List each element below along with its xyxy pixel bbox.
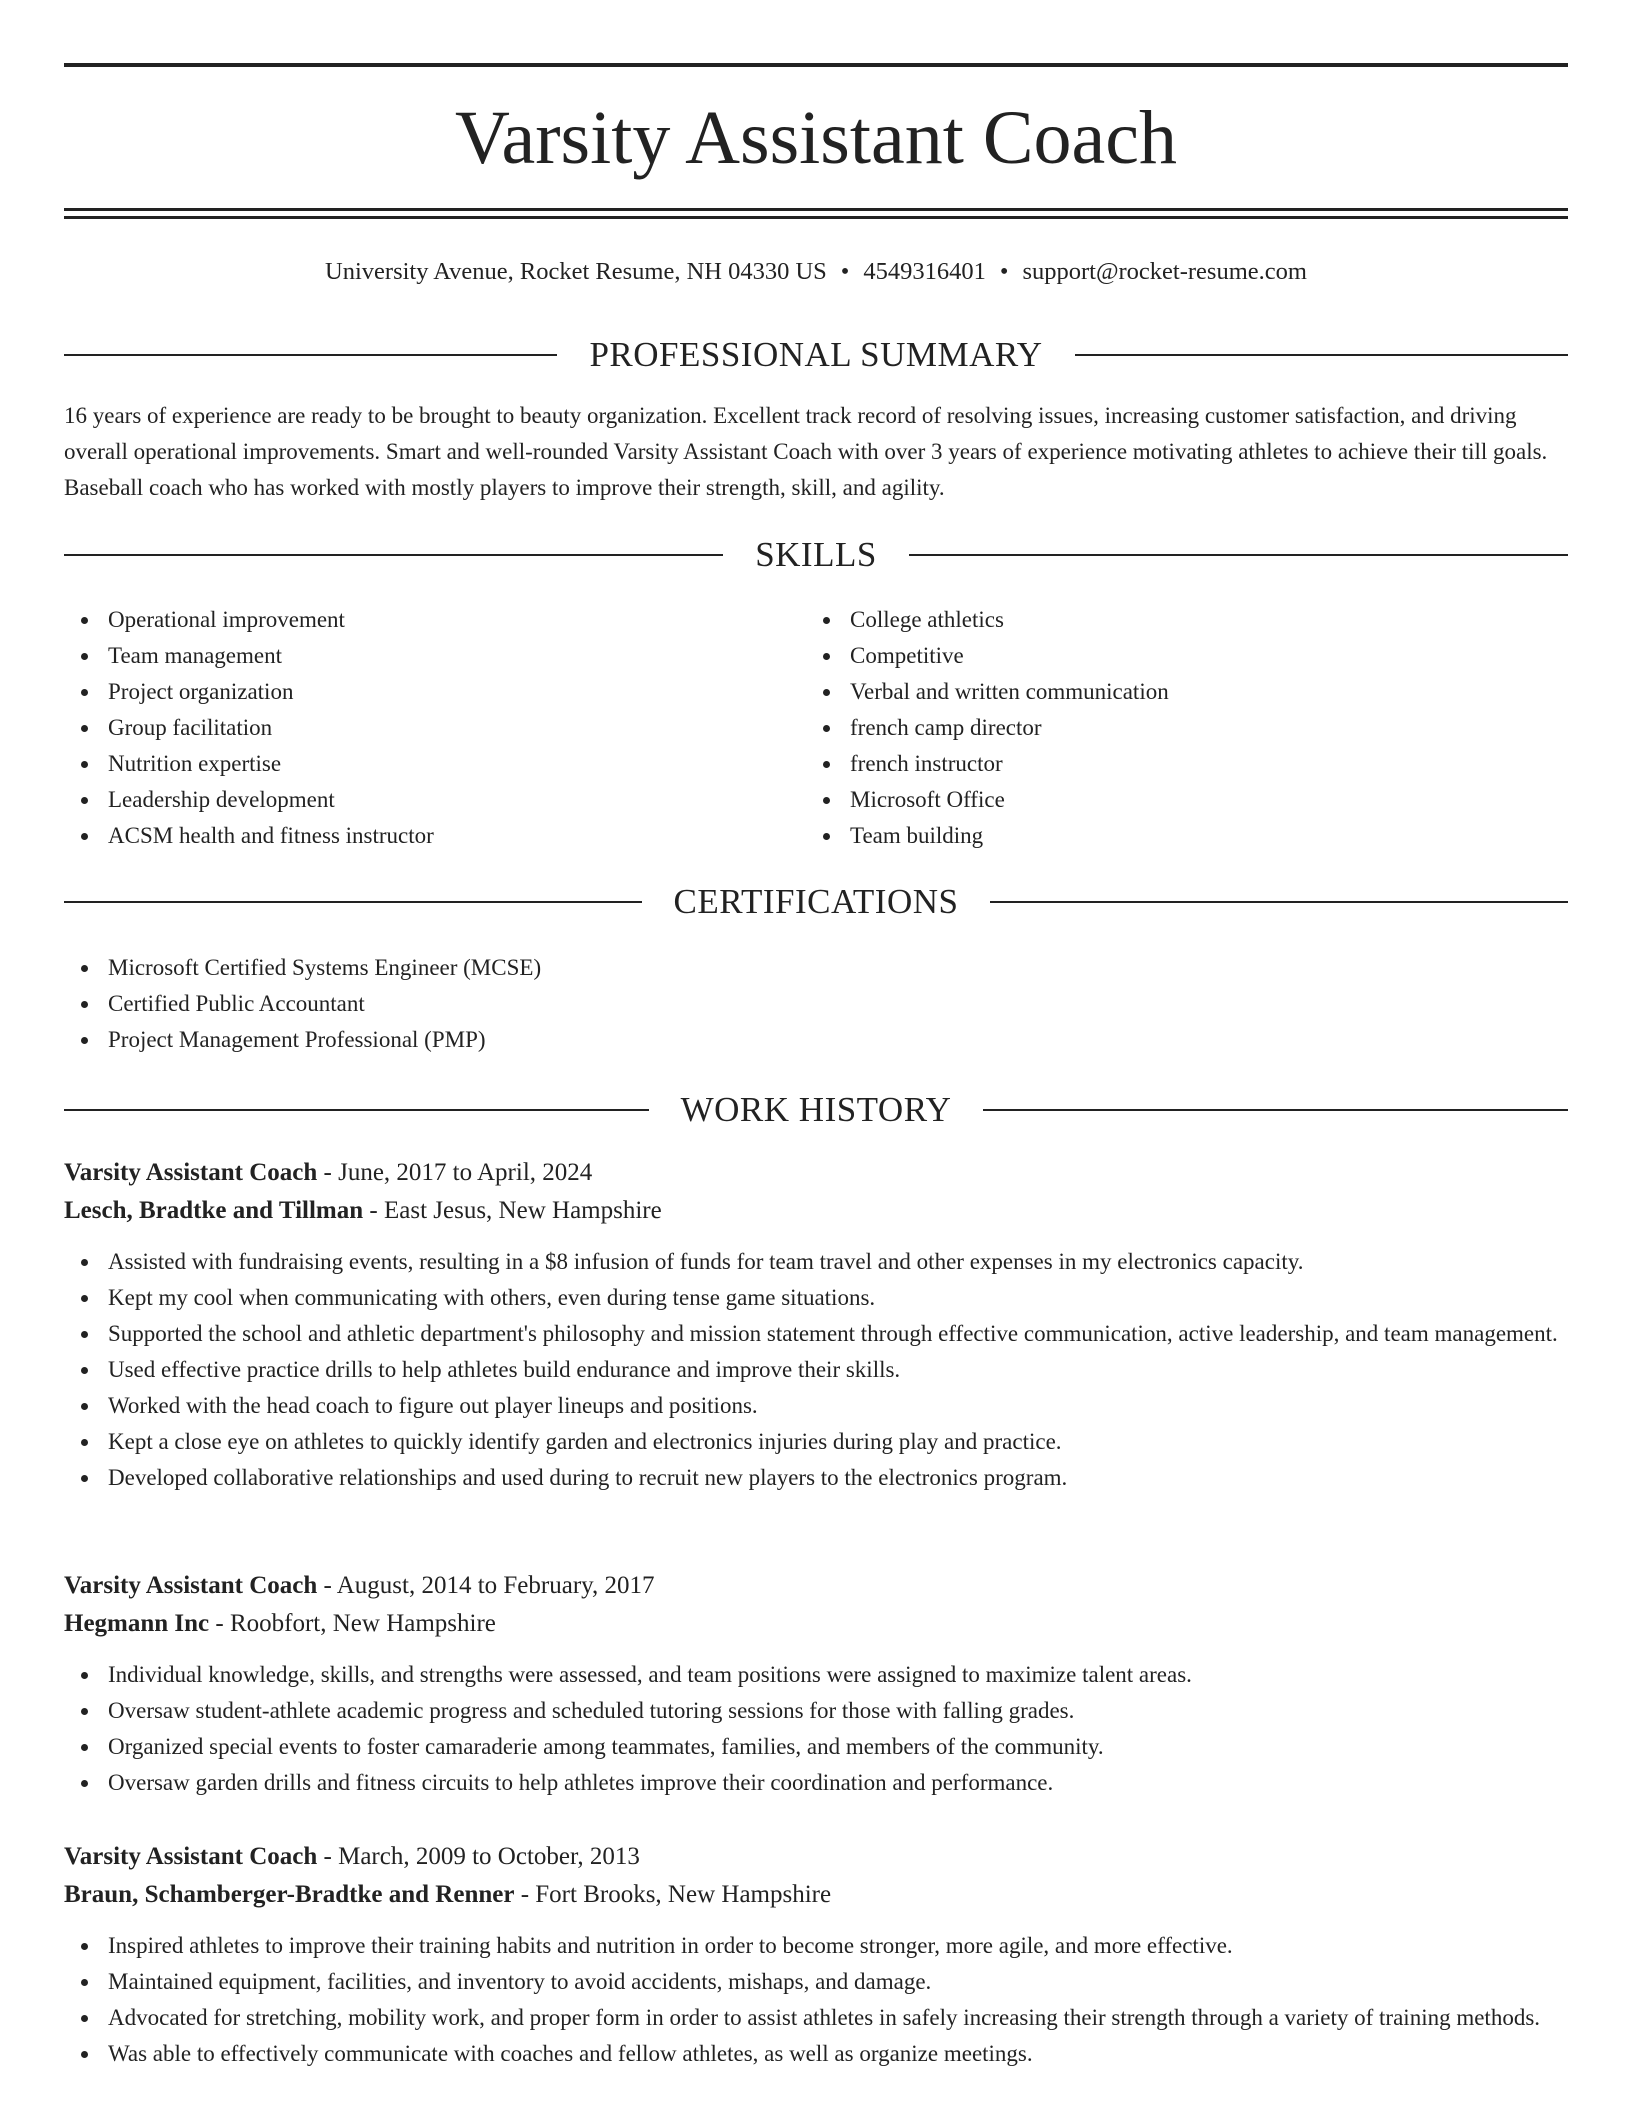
skill-item: french instructor [806, 746, 1566, 782]
job-bullet: Supported the school and athletic department's philosophy and mission statement through effective communication, active leadership, and team management. [64, 1316, 1568, 1352]
contact-email: support@rocket-resume.com [1022, 258, 1307, 285]
skill-item: College athletics [806, 602, 1566, 638]
job-bullet: Worked with the head coach to figure out player lineups and positions. [64, 1388, 1568, 1424]
certification-item: Project Management Professional (PMP) [64, 1022, 1568, 1058]
job-bullet: Oversaw student-athlete academic progress and scheduled tutoring sessions for those with falling grades. [64, 1693, 1568, 1729]
job-bullet: Advocated for stretching, mobility work, and proper form in order to assist athletes in safely increasing their strength through a variety of training methods. [64, 2000, 1568, 2036]
job-bullets [64, 1657, 1568, 1801]
skill-item: Microsoft Office [806, 782, 1566, 818]
section-heading-certifications [64, 880, 1568, 924]
skill-item: Group facilitation [64, 710, 764, 746]
skill-item: Nutrition expertise [64, 746, 764, 782]
job-role: Varsity Assistant Coach [64, 1843, 318, 1870]
heading-rule [64, 1109, 649, 1111]
heading-rule [64, 354, 557, 356]
job-bullets [64, 1928, 1568, 2072]
skills-list-right [806, 602, 1566, 854]
job-bullet: Kept a close eye on athletes to quickly identify garden and electronics injuries during play and practice. [64, 1424, 1568, 1460]
heading-rule [990, 901, 1568, 903]
job-bullet: Kept my cool when communicating with others, even during tense game situations. [64, 1280, 1568, 1316]
job-company-line [64, 1192, 1568, 1230]
job-bullet: Oversaw garden drills and fitness circuits to help athletes improve their coordination and performance. [64, 1765, 1568, 1801]
heading-rule [64, 554, 723, 556]
section-title: WORK HISTORY [680, 1090, 952, 1129]
header-double-rule-top [64, 208, 1568, 211]
resume-title: Varsity Assistant Coach [455, 96, 1177, 180]
job-bullet: Was able to effectively communicate with coaches and fellow athletes, as well as organize meetings. [64, 2036, 1568, 2072]
job-company: Lesch, Bradtke and Tillman [64, 1197, 364, 1224]
job-entry [64, 1567, 1568, 1801]
skill-item: Operational improvement [64, 602, 764, 638]
certification-item: Microsoft Certified Systems Engineer (MCSE) [64, 950, 1568, 986]
heading-rule [1075, 354, 1568, 356]
job-bullet: Organized special events to foster camaraderie among teammates, families, and members of the community. [64, 1729, 1568, 1765]
job-location: - Roobfort, New Hampshire [209, 1610, 496, 1637]
job-dates: - August, 2014 to February, 2017 [317, 1572, 655, 1599]
skill-item: Leadership development [64, 782, 764, 818]
section-heading-summary [64, 333, 1568, 377]
job-bullet: Inspired athletes to improve their training habits and nutrition in order to become stronger, more agile, and more effective. [64, 1928, 1568, 1964]
heading-rule [64, 901, 642, 903]
job-company-line [64, 1605, 1568, 1643]
contact-separator: • [999, 258, 1009, 285]
contact-address: University Avenue, Rocket Resume, NH 04330 US [325, 258, 827, 285]
summary-text: 16 years of experience are ready to be brought to beauty organization. Excellent track record of resolving issues, increasing customer satisfaction, and driving overall operational improvements. Smart and well-rounded Varsity Assistant Coach with over 3 years of experience motivating athletes to achieve their till goals. Baseball coach who has worked with mostly players to improve their strength, skill, and agility. [64, 403, 1548, 500]
job-bullets [64, 1244, 1568, 1496]
skill-item: Team management [64, 638, 764, 674]
skill-item: Competitive [806, 638, 1566, 674]
skills-list-left [64, 602, 764, 854]
skill-item: Team building [806, 818, 1566, 854]
job-bullet: Individual knowledge, skills, and strengths were assessed, and team positions were assigned to maximize talent areas. [64, 1657, 1568, 1693]
heading-rule [909, 554, 1568, 556]
job-bullet: Maintained equipment, facilities, and inventory to avoid accidents, mishaps, and damage. [64, 1964, 1568, 2000]
section-title: SKILLS [755, 535, 877, 574]
job-location: - East Jesus, New Hampshire [363, 1197, 662, 1224]
section-title: PROFESSIONAL SUMMARY [589, 335, 1043, 374]
job-dates: - March, 2009 to October, 2013 [317, 1843, 640, 1870]
certification-item: Certified Public Accountant [64, 986, 1568, 1022]
job-dates: - June, 2017 to April, 2024 [317, 1159, 593, 1186]
section-heading-work-history [64, 1088, 1568, 1132]
job-bullet: Developed collaborative relationships and used during to recruit new players to the electronics program. [64, 1460, 1568, 1496]
header-top-rule [64, 63, 1568, 67]
skill-item: ACSM health and fitness instructor [64, 818, 764, 854]
job-role: Varsity Assistant Coach [64, 1572, 318, 1599]
job-title-line [64, 1154, 1568, 1192]
certifications-list [64, 950, 1568, 1058]
job-company: Hegmann Inc [64, 1610, 210, 1637]
job-entry [64, 1154, 1568, 1496]
skill-item: Project organization [64, 674, 764, 710]
job-location: - Fort Brooks, New Hampshire [514, 1881, 832, 1908]
contact-separator: • [840, 258, 850, 285]
job-entry [64, 1838, 1568, 2072]
heading-rule [983, 1109, 1568, 1111]
job-role: Varsity Assistant Coach [64, 1159, 318, 1186]
contact-phone: 4549316401 [863, 258, 986, 285]
section-title: CERTIFICATIONS [673, 882, 959, 921]
job-bullet: Assisted with fundraising events, resulting in a $8 infusion of funds for team travel and other expenses in my electronics capacity. [64, 1244, 1568, 1280]
contact-line [64, 254, 1568, 290]
job-title-line [64, 1567, 1568, 1605]
job-title-line [64, 1838, 1568, 1876]
job-company-line [64, 1876, 1568, 1914]
job-bullet: Used effective practice drills to help athletes build endurance and improve their skills. [64, 1352, 1568, 1388]
header-double-rule-bottom [64, 216, 1568, 219]
section-heading-skills [64, 533, 1568, 577]
job-company: Braun, Schamberger-Bradtke and Renner [64, 1881, 515, 1908]
skill-item: french camp director [806, 710, 1566, 746]
skill-item: Verbal and written communication [806, 674, 1566, 710]
